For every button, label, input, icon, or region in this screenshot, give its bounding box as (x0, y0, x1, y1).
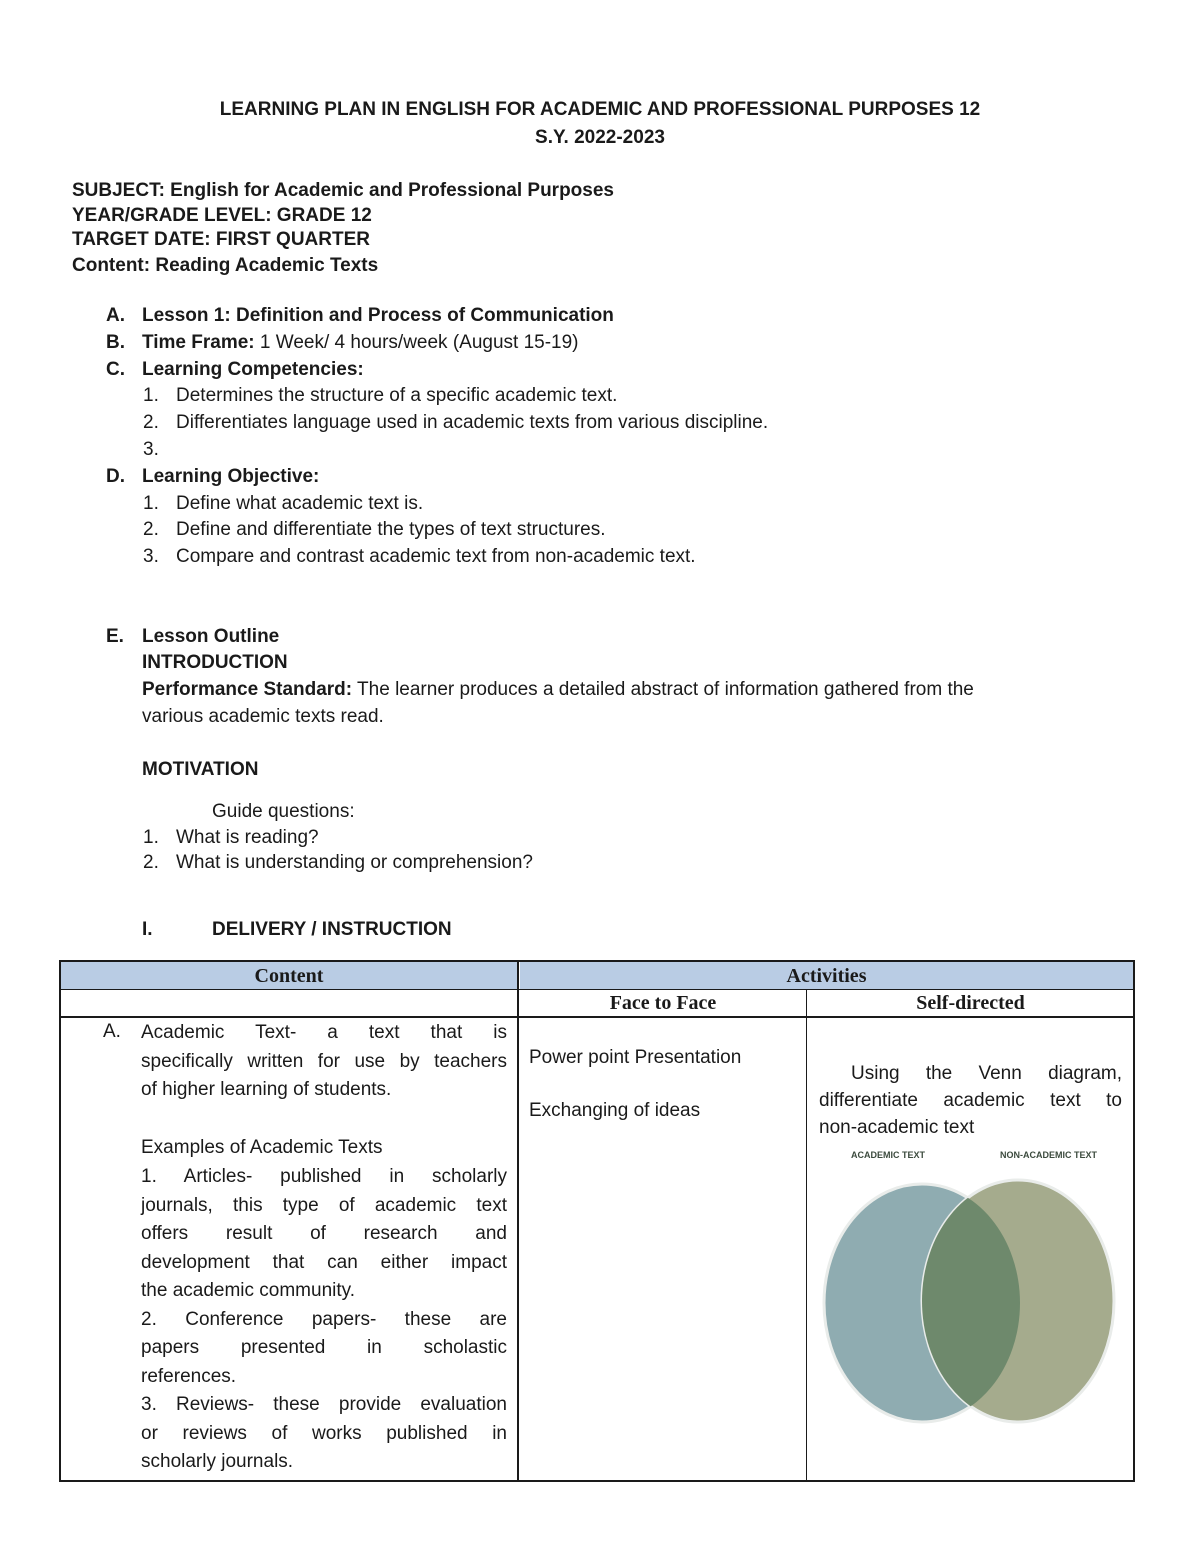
document-title: LEARNING PLAN IN ENGLISH FOR ACADEMIC AND PROFESSIONAL PURPOSES 12 (219, 99, 981, 120)
question-item: What is reading? (176, 827, 319, 848)
example-line: or reviews of works published in (141, 1422, 507, 1444)
academic-text-definition (141, 1019, 507, 1105)
table-border (1133, 960, 1135, 1482)
venn-right-label: NON-ACADEMIC TEXT (1000, 1150, 1097, 1160)
time-frame-value: 1 Week/ 4 hours/week (August 15-19) (254, 332, 579, 353)
table-border (59, 1016, 1135, 1018)
table-border (59, 1480, 1135, 1482)
delivery-table (59, 960, 1135, 1482)
content-line: Content: Reading Academic Texts (72, 255, 379, 276)
example-line: 2. Conference papers- these are (141, 1308, 507, 1330)
example-line: development that can either impact (141, 1251, 507, 1273)
time-frame (142, 332, 579, 354)
self-directed-instruction (819, 1060, 1122, 1141)
section-c-letter: C. (106, 359, 125, 380)
table-border (59, 989, 1135, 990)
table-border (517, 960, 519, 1482)
performance-text-cont: various academic texts read. (142, 706, 384, 727)
instruction-line: differentiate academic text to (819, 1090, 1122, 1111)
competency-num: 3. (143, 439, 159, 460)
school-year: S.Y. 2022-2023 (535, 127, 665, 148)
lesson-title: Lesson 1: Definition and Process of Communication (142, 305, 614, 326)
lesson-outline-heading: Lesson Outline (142, 626, 280, 647)
self-directed-header: Self-directed (916, 992, 1025, 1014)
content-column-header: Content (61, 962, 517, 989)
target-date-line: TARGET DATE: FIRST QUARTER (72, 229, 370, 250)
competency-item: Determines the structure of a specific academic text. (176, 385, 618, 406)
example-line: 3. Reviews- these provide evaluation (141, 1394, 507, 1415)
objective-item: Define what academic text is. (176, 493, 424, 514)
example-line: papers presented in scholastic (141, 1337, 507, 1358)
section-a-letter: A. (106, 305, 125, 326)
performance-text: The learner produces a detailed abstract of information gathered from the (352, 679, 974, 700)
performance-standard (142, 679, 974, 701)
table-border (59, 960, 61, 1482)
objective-num: 2. (143, 519, 159, 540)
objective-item: Compare and contrast academic text from non-academic text. (176, 546, 696, 567)
time-frame-label: Time Frame: (142, 332, 255, 353)
face-activity-item: Exchanging of ideas (529, 1100, 701, 1121)
section-b-letter: B. (106, 332, 125, 353)
activities-column-header: Activities (520, 962, 1133, 989)
subject-line: SUBJECT: English for Academic and Professional Purposes (72, 180, 614, 201)
definition-line: specifically written for use by teachers (141, 1050, 507, 1072)
section-d-letter: D. (106, 466, 125, 487)
face-to-face-header: Face to Face (609, 992, 717, 1014)
question-item: What is understanding or comprehension? (176, 852, 533, 873)
question-num: 1. (143, 827, 159, 848)
example-line: journals, this type of academic text (141, 1194, 507, 1216)
venn-left-label: ACADEMIC TEXT (851, 1150, 925, 1160)
example-line: scholarly journals. (141, 1451, 294, 1472)
competency-num: 1. (143, 385, 159, 406)
table-border (59, 960, 1135, 962)
example-line: offers result of research and (141, 1223, 507, 1244)
content-item-letter: A. (103, 1021, 121, 1042)
examples-heading: Examples of Academic Texts (141, 1137, 383, 1158)
examples-list (141, 1163, 507, 1477)
face-activity-item: Power point Presentation (529, 1047, 742, 1068)
motivation-heading: MOTIVATION (142, 759, 259, 780)
delivery-heading: DELIVERY / INSTRUCTION (212, 919, 452, 940)
example-line: references. (141, 1365, 237, 1387)
grade-line: YEAR/GRADE LEVEL: GRADE 12 (72, 205, 372, 226)
venn-diagram (814, 1143, 1129, 1433)
instruction-line: non-academic text (819, 1117, 975, 1138)
example-line: the academic community. (141, 1280, 356, 1301)
question-num: 2. (143, 852, 159, 873)
objective-item: Define and differentiate the types of text structures. (176, 519, 606, 540)
introduction-heading: INTRODUCTION (142, 652, 288, 673)
delivery-num: I. (142, 919, 153, 940)
objective-heading: Learning Objective: (142, 466, 320, 487)
objective-num: 1. (143, 493, 159, 514)
instruction-line: Using the Venn diagram, (851, 1063, 1122, 1084)
table-border (806, 989, 807, 1482)
competency-num: 2. (143, 412, 159, 433)
competency-item: Differentiates language used in academic texts from various discipline. (176, 412, 769, 433)
competencies-heading: Learning Competencies: (142, 359, 364, 380)
guide-questions-label: Guide questions: (212, 801, 355, 822)
definition-line: Academic Text- a text that is (141, 1022, 507, 1043)
section-e-letter: E. (106, 626, 124, 647)
definition-line: of higher learning of students. (141, 1079, 392, 1100)
example-line: 1. Articles- published in scholarly (141, 1166, 507, 1187)
performance-label: Performance Standard: (142, 679, 353, 700)
objective-num: 3. (143, 546, 159, 567)
